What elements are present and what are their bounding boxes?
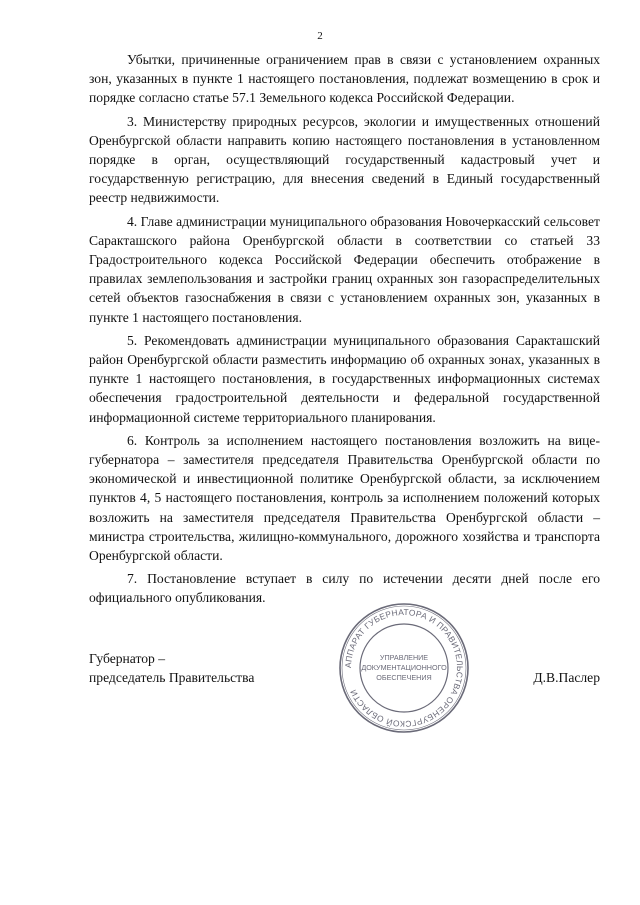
paragraph-7: 7. Постановление вступает в силу по истечении десяти дней после его официального опубликования. [89,571,600,606]
paragraph-5: 5. Рекомендовать администрации муниципального образования Саракташский район Оренбургской области разместить информацию об охранных зонах, указанных в пункте 1 настоящего постановления, в государственных информационных системах обеспечения градостроительной деятельности и федеральной государственной информационной системе территориального планирования. [89,332,600,425]
seal-center-line2: ДОКУМЕНТАЦИОННОГО [361,663,447,672]
seal-center-line1: УПРАВЛЕНИЕ [379,653,429,662]
page-number: 2 [317,30,323,42]
signature-title-line1: Губернатор – [89,651,166,666]
seal-ring-text: АППАРАТ ГУБЕРНАТОРА И ПРАВИТЕЛЬСТВА ОРЕНБУРГСКОЙ ОБЛАСТИ [342,606,466,730]
paragraph-4: 4. Главе администрации муниципального образования Новочеркасский сельсовет Саракташского района Оренбургской области в соответствии со статьей 33 Градостроительного кодекса Российской Федерации обеспечить отображение в правилах землепользования и застройки границ охранных зон газораспределительных сетей объектов газоснабжения в связи с установлением охранных зон, указанных в пункте 1 настоящего постановления. [89,213,600,325]
signature-title-line2: председатель Правительства [89,670,255,686]
paragraph-3: 3. Министерству природных ресурсов, экологии и имущественных отношений Оренбургской области направить копию настоящего постановления в установленном порядке в орган, осуществляющий государственный кадастровый учет и государственную регистрацию, для внесения сведений в Единый государственный реестр недвижимости. [89,113,600,206]
paragraph-losses: Убытки, причиненные ограничением прав в связи с установлением охранных зон, указанных в пункте 1 настоящего постановления, подлежат возмещению в срок и порядке согласно статье 57.1 Земельного кодекса Российской Федерации. [89,52,600,106]
document-body [89,50,600,612]
seal-center-line3: ОБЕСПЕЧЕНИЯ [376,673,432,682]
signatory-name: Д.В.Паслер [533,670,600,685]
paragraph-6: 6. Контроль за исполнением настоящего постановления возложить на вице-губернатора – заместителя председателя Правительства Оренбургской области по экономической и инвестиционной политике Оренбургской области, за исключением пунктов 4, 5 настоящего постановления, контроль за исполнением положений которых возложить на заместителя председателя Правительства Оренбургской области – министра строительства, жилищно-коммунального, дорожного хозяйства и транспорта Оренбургской области. [89,432,600,564]
official-seal [336,600,472,736]
signature-title [89,649,254,687]
